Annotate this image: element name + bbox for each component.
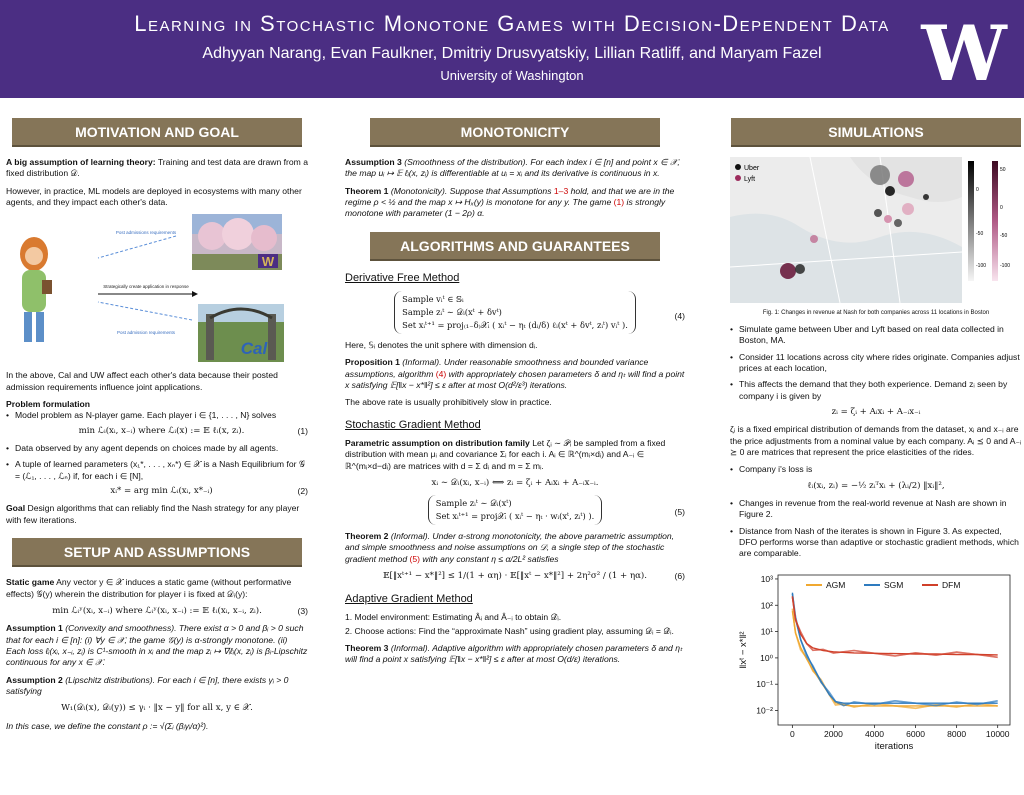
legend-label-sgm: SGM [884,579,904,590]
motivation-paragraph-1: A big assumption of learning theory: Training and test data are drawn from a fixed distribution 𝒟. [6,157,308,179]
static-game-paragraph: Static game Any vector y ∈ 𝒳 induces a static game (without performative effects) 𝒢(y) wherein the distribution for player i is fixed at 𝒟ᵢ(y): [6,577,292,599]
parametric-assumption: Parametric assumption on distribution family Let ζᵢ ∼ 𝒫ᵢ be sampled from a fixed distribution with mean μᵢ and covariance Σᵢ for each i. Aᵢ ∈ ℝ^(mᵢ×dᵢ) and A₋ᵢ ∈ ℝ^(mᵢ×d−dᵢ) are matrices with d = Σ dᵢ and m = Σ mᵢ. [345,438,666,471]
demand-equation: zᵢ = ζᵢ + Aᵢxᵢ + A₋ᵢx₋ᵢ [831,406,921,417]
loss-bullets [730,464,1022,475]
series-run-dfm [792,596,997,657]
poster-authors: Adhyyan Narang, Evan Faulkner, Dmitriy Drusvyatskiy, Lillian Ratliff, and Maryam Fazel [202,45,822,62]
parametric-equation: xᵢ ∼ 𝒟ᵢ(xᵢ, x₋ᵢ) ⟺ zᵢ = ζᵢ + Aᵢxᵢ + A₋ᵢx₋ᵢ. [431,478,599,489]
assumption-3: Assumption 3 (Smoothness of the distribution). For each index i ∈ [n] and point x ∈ 𝒳, the map uᵢ ↦ 𝔼 ℓᵢ(x, zᵢ) is differentiable at uᵢ = xᵢ and its derivative is continuous in x. [345,157,680,179]
legend-label-agm: AGM [826,579,846,590]
x-tick-label: 8000 [947,728,967,739]
goal-paragraph: Goal Design algorithms that can reliably find the Nash strategy for any player with few iterations. [6,503,300,525]
list-item: • This affects the demand that they both experience. Demand zᵢ seen by company i is given by [730,379,1022,402]
list-item: • Company i's loss is [730,464,1022,475]
sgm-heading: Stochastic Gradient Method [345,418,481,431]
series-line-agm [792,611,997,706]
list-item: • Model problem as N-player game. Each player i ∈ {1, . . . , N} solves min ℒᵢ(xᵢ, x₋ᵢ) where ℒᵢ(x) := 𝔼 ℓᵢ(x, zᵢ). (1) [6,410,308,437]
x-tick-label: 6000 [906,728,926,739]
y-tick-label: 10³ [760,573,773,584]
list-item: • A tuple of learned parameters (x₁*, . . . , xₙ*) ∈ 𝒳 is a Nash Equilibrium for 𝒢 = (ℒ₁, . . . , ℒₙ) if, for each i ∈ [N], xᵢ* = arg min ℒᵢ(xᵢ, x*₋ᵢ) (2) [6,459,308,497]
assumption-1: Assumption 1 (Convexity and smoothness). There exist α > 0 and βᵢ > 0 such that for each i ∈ [n]: (i) ∀y ∈ 𝒳, the game 𝒢(y) is α-strongly monotone. (ii) Each loss ℓᵢ(xᵢ, x₋ᵢ, zᵢ) is C¹-smooth in xᵢ and the map zᵢ ↦ ∇ᵢℓᵢ(x, zᵢ) is βᵢ-Lipschitz continuous for any x ∈ 𝒳. [6,623,308,668]
equation-1: min ℒᵢ(xᵢ, x₋ᵢ) where ℒᵢ(x) := 𝔼 ℓᵢ(x, zᵢ). (1) [78,425,308,436]
svg-text:-100: -100 [976,263,987,269]
svg-text:0: 0 [976,187,979,193]
svg-text:Post admission requirements: Post admission requirements [116,330,176,336]
theorem-1: Theorem 1 (Monotonicity). Suppose that Assumptions 1–3 hold, and that we are in the regime ρ < ½ and the map x ↦ Hₓ(y) is monotone for any y. The game (1) is strongly monotone with parameter (1 − 2ρ) α. [345,185,675,219]
simulation-bullets-2 [730,498,1022,560]
assumption-2: Assumption 2 (Lipschitz distributions). For each i ∈ [n], there exists γᵢ > 0 satisfying [6,674,289,696]
svg-text:Lyft: Lyft [744,176,756,183]
svg-text:-100: -100 [1000,263,1011,269]
x-tick-label: 2000 [823,728,843,739]
series-line-sgm [792,592,997,703]
dfo-here: Here, 𝕊ᵢ denotes the unit sphere with dimension dᵢ. [345,339,538,350]
theorem-2: Theorem 2 (Informal). Under α-strong monotonicity, the above parametric assumption, and simple smoothness and noise assumptions on 𝒟, a single step of the stochastic gradient method (5) with any constant η ≤ α/2L² satisfies [345,531,675,564]
svg-text:-50: -50 [976,231,984,237]
agm-step-2: 2. Choose actions: Find the “approximate Nash” using gradient play, assuming 𝒟ᵢ = 𝒟̂ᵢ. [345,626,674,637]
equation-2: xᵢ* = arg min ℒᵢ(xᵢ, x*₋ᵢ) (2) [110,486,308,497]
y-tick-label: 10⁻¹ [756,678,773,689]
zeta-description: ζᵢ is a fixed empirical distribution of demands from the dataset, xᵢ and x₋ᵢ are the price adjustments from a nominal value by each company. Aᵢ ⪯ 0 and A₋ᵢ ⪰ 0 are matrices that represent the price elasticities of the rides. [730,424,1022,457]
svg-text:0: 0 [1000,205,1003,211]
poster-affiliation: University of Washington [440,68,584,83]
list-item: • Simulate game between Uber and Lyft based on real data collected in Boston, MA. [730,324,1022,347]
legend-label-dfm: DFM [942,579,961,590]
problem-formulation-heading: Problem formulation [6,399,91,410]
series-run-dfm [792,596,997,657]
equation-6: 𝔼[‖xᵗ⁺¹ − x*‖²] ≤ 1/(1 + αη) · 𝔼[‖xᵗ − x*‖²] + 2η²σ² / (1 + ηα). (6) [382,571,685,582]
student-icon [20,237,52,342]
agm-heading: Adaptive Gradient Method [345,592,473,605]
boston-map-figure [730,157,1022,307]
admissions-illustration [6,214,308,362]
boston-map [730,157,1022,307]
uw-logo-icon [918,18,1010,88]
column-right [730,118,1022,753]
sgm-algorithm-box: Sample zᵢᵗ ∼ 𝒟ᵢ(xᵗ) Set xᵢᵗ⁺¹ = proj𝒳ᵢ ( xᵢᵗ − ηₜ · wᵢ(xᵗ, zᵢᵗ) ). [428,495,602,525]
cal-campus-photo [198,304,284,362]
list-item: • Changes in revenue from the real-world revenue at Nash are shown in Figure 2. [730,498,1022,521]
x-axis-label: iterations [874,740,914,752]
column-left [6,118,308,738]
agm-step-1: 1. Model environment: Estimating Âᵢ and Â₋ᵢ to obtain 𝒟̂ᵢ. [345,612,562,623]
convergence-chart-svg [730,565,1022,753]
series-run-agm [792,608,997,708]
x-tick-label: 4000 [865,728,884,739]
list-item: • Data observed by any agent depends on choices made by all agents. [6,443,308,454]
section-heading-motivation: MOTIVATION AND GOAL [12,118,302,147]
rho-definition: In this case, we define the constant ρ := √(Σᵢ (βᵢγᵢ/α)²). [6,720,209,731]
figure-1-caption: Fig. 1: Changes in revenue at Nash for both companies across 11 locations in Boston [762,310,990,316]
poster-header [0,0,1024,98]
column-middle [345,118,685,671]
series-run-dfm [792,596,997,657]
y-axis-label: ‖xᵗ − x*‖² [738,631,749,669]
series-run-agm [792,608,997,708]
series-run-agm [792,608,997,708]
dfo-algorithm-box: Sample vᵢᵗ ∈ 𝕊ᵢ Sample zᵢᵗ ∼ 𝒟ᵢ(xᵗ + δvᵗ) Set xᵢᵗ⁺¹ = proj₍₁₋δ₎𝒳ᵢ ( xᵢᵗ − ηₜ (dᵢ/δ) ℓᵢ(xᵗ + δvᵗ, zᵢᵗ) vᵢᵗ ). [394,291,636,334]
svg-text:W: W [921,18,1007,88]
svg-text:Strategically create applicati: Strategically create application in response [103,284,189,290]
svg-text:W: W [261,254,275,270]
motivation-paragraph-3: In the above, Cal and UW affect each other's data because their posted admission requirements influence joint applications. [6,370,278,392]
y-tick-label: 10⁻² [756,705,773,716]
dfo-heading: Derivative Free Method [345,271,460,284]
assumption-2-equation: W₁(𝒟ᵢ(x), 𝒟ᵢ(y)) ≤ γᵢ · ‖x − y‖ for all x, y ∈ 𝒳. [61,703,253,714]
svg-text:Uber: Uber [744,165,760,172]
theorem-3: Theorem 3 (Informal). Adaptive algorithm with appropriately chosen parameters δ and ηₜ will find a point x satisfying 𝔼[‖x − x*‖²] ≤ ε after at most O(d/ε) iterations. [345,642,683,665]
svg-text:Cal: Cal [240,339,268,359]
list-item: • Distance from Nash of the iterates is shown in Figure 3. As expected, DFO performs worse than adaptive or stochastic gradient methods, which are comparable. [730,526,1022,560]
equation-4: Sample vᵢᵗ ∈ 𝕊ᵢ Sample zᵢᵗ ∼ 𝒟ᵢ(xᵗ + δvᵗ) Set xᵢᵗ⁺¹ = proj₍₁₋δ₎𝒳ᵢ ( xᵢᵗ − ηₜ (dᵢ/δ) ℓᵢ(xᵗ + δvᵗ, zᵢᵗ) vᵢᵗ ). (4) [345,291,685,334]
problem-bullets [6,410,308,497]
x-tick-label: 0 [790,728,795,739]
list-item: • Consider 11 locations across city where rides originate. Companies adjust prices at each location, [730,352,1022,375]
section-heading-setup: SETUP AND ASSUMPTIONS [12,538,302,567]
simulation-bullets [730,324,1022,402]
section-heading-monotonicity: MONOTONICITY [370,118,660,147]
svg-text:Post admissions requirements: Post admissions requirements [115,230,177,236]
loss-equation: ℓᵢ(xᵢ, zᵢ) = −½ zᵢᵀxᵢ + (λᵢ/2) ‖xᵢ‖², [807,480,945,491]
section-heading-algorithms: ALGORITHMS AND GUARANTEES [370,232,660,261]
motivation-paragraph-2: However, in practice, ML models are deployed in ecosystems with many other agents, and they impact each other's data. [6,185,302,208]
uw-campus-photo [192,214,282,270]
svg-text:50: 50 [1000,167,1006,173]
convergence-chart [730,565,1022,753]
y-tick-label: 10⁰ [760,652,773,663]
poster-title: Learning in Stochastic Monotone Games with Decision-Dependent Data [134,11,890,36]
admissions-diagram [6,214,308,362]
equation-5: Sample zᵢᵗ ∼ 𝒟ᵢ(xᵗ) Set xᵢᵗ⁺¹ = proj𝒳ᵢ ( xᵢᵗ − ηₜ · wᵢ(xᵗ, zᵢᵗ) ). (5) [345,495,685,525]
section-heading-simulations: SIMULATIONS [731,118,1021,147]
equation-3: min ℒᵢʸ(xᵢ, x₋ᵢ) where ℒᵢʸ(xᵢ, x₋ᵢ) := 𝔼 ℓᵢ(xᵢ, x₋ᵢ, zᵢ). (3) [52,605,308,616]
dfo-slow-note: The above rate is usually prohibitively slow in practice. [345,397,552,408]
series-line-dfm [792,597,997,655]
proposition-1: Proposition 1 (Informal). Under reasonable smoothness and bounded variance assumptions, algorithm (4) with appropriately chosen parameters δ and ηₜ will find a point x satisfying 𝔼[‖x − x*‖²] ≤ ε after at most O(d²/ε³) iterations. [345,357,685,390]
svg-text:-50: -50 [1000,233,1008,239]
y-tick-label: 10² [760,600,773,611]
x-tick-label: 10000 [985,728,1010,739]
y-tick-label: 10¹ [760,626,773,637]
